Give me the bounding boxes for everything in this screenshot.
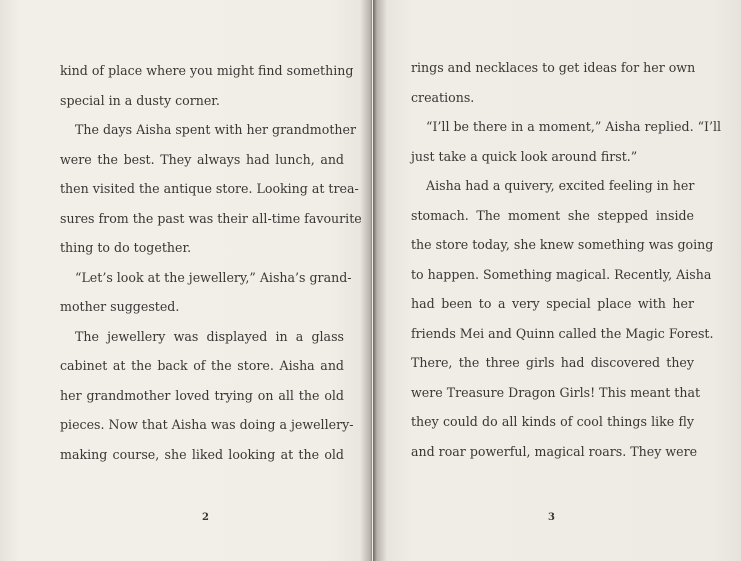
text-line: stomach. The moment she stepped inside	[411, 207, 694, 223]
text-line: were the best. They always had lunch, and	[60, 151, 344, 167]
text-line: cabinet at the back of the store. Aisha and	[60, 358, 344, 373]
text-line: kind of place where you might find something	[60, 63, 354, 78]
text-line: and roar powerful, magical roars. They were	[411, 443, 698, 459]
text-line: just take a quick look around first.”	[411, 148, 638, 164]
text-line: The days Aisha spent with her grandmother	[75, 122, 356, 137]
right-page	[373, 0, 741, 561]
text-line: pieces. Now that Aisha was doing a jewellery-	[60, 417, 354, 432]
text-line: had been to a very special place with her	[411, 296, 694, 311]
text-line: “Let’s look at the jewellery,” Aisha’s grand-	[75, 269, 352, 285]
text-line: Aisha had a quivery, excited feeling in her	[426, 178, 695, 193]
text-line: thing to do together.	[60, 240, 192, 255]
text-line: friends Mei and Quinn called the Magic Forest.	[411, 325, 714, 341]
text-line: mother suggested.	[60, 299, 180, 314]
text-line: to happen. Something magical. Recently, Aisha	[411, 266, 712, 282]
text-line: rings and necklaces to get ideas for her own	[411, 60, 696, 75]
text-line: The jewellery was displayed in a glass	[75, 328, 344, 344]
text-line: special in a dusty corner.	[60, 92, 220, 108]
text-line: they could do all kinds of cool things like fly	[411, 414, 694, 429]
text-line: making course, she liked looking at the old	[60, 446, 344, 462]
text-line: sures from the past was their all-time favourite	[60, 210, 362, 226]
text-line: her grandmother loved trying on all the old	[60, 387, 344, 403]
text-line: There, the three girls had discovered they	[411, 355, 694, 370]
text-line: then visited the antique store. Looking at trea-	[60, 181, 359, 196]
text-line: the store today, she knew something was going	[411, 237, 714, 252]
text-line: “I’ll be there in a moment,” Aisha replied. “I’ll	[426, 119, 722, 134]
page-number-left: 2	[202, 512, 209, 523]
page-number-right: 3	[548, 512, 555, 523]
text-line: creations.	[411, 89, 475, 105]
text-line: were Treasure Dragon Girls! This meant that	[411, 384, 701, 400]
